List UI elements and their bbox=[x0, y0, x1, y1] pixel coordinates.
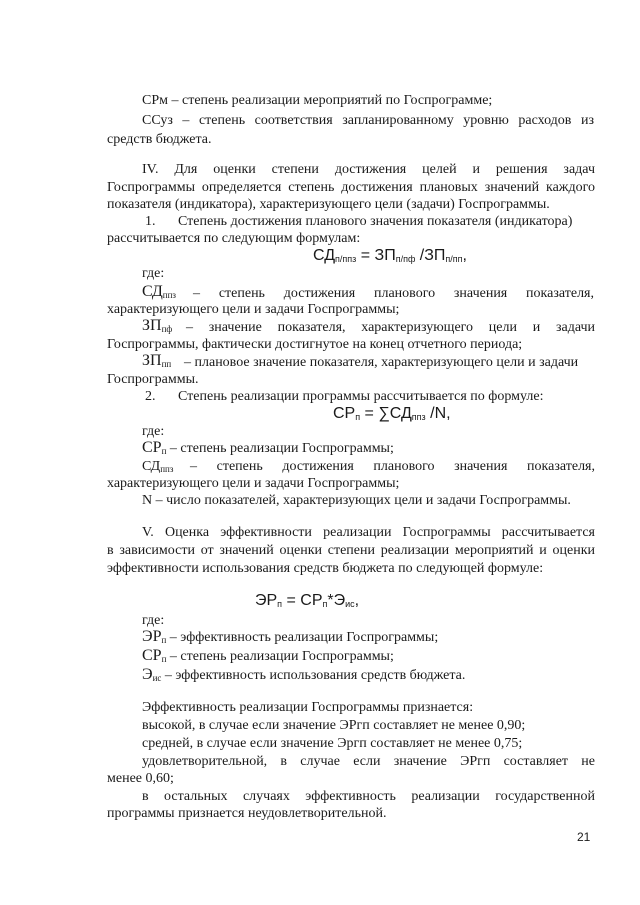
text-line: характеризующего цели и задачи Госпрограммы; bbox=[107, 476, 400, 491]
text-line: эффективности использования средств бюджета по следующей формуле: bbox=[107, 561, 544, 576]
section-heading: IV. Для оценки степени достижения целей и решения задач bbox=[142, 162, 595, 177]
definition-symbol: $ЗП_{пп}$ bbox=[142, 352, 172, 369]
formula-1: $СД_{п/ппз} = ЗП_{п/пф}$ $/ЗП_{п/пп}$, bbox=[313, 247, 467, 264]
definition-line: $СР_п$ – степень реализации Госпрограммы; bbox=[142, 439, 394, 456]
text-line: Госпрограммы. bbox=[107, 372, 199, 387]
text-line: менее 0,60; bbox=[107, 771, 174, 786]
text-line: N – число показателей, характеризующих цели и задачи Госпрограммы. bbox=[142, 493, 571, 508]
text-line: СРм – степень реализации мероприятий по Госпрограмме; bbox=[142, 93, 493, 108]
definition-symbol: $СД_{ппз}$ bbox=[142, 459, 174, 474]
text-line: – степень достижения планового значения показателя, bbox=[190, 459, 595, 474]
text-line: удовлетворительной, в случае если значение ЭРгп составляет не bbox=[142, 754, 595, 769]
text-line: – степень достижения планового значения показателя, bbox=[193, 286, 594, 301]
definition-symbol: $ЗП_{пф}$ bbox=[142, 317, 173, 334]
text-line: Эффективность реализации Госпрограммы признается: bbox=[142, 700, 474, 715]
definition-line: $Э_{ис}$ – эффективность использования средств бюджета. bbox=[142, 666, 466, 683]
text-line: средней, в случае если значение Эргп составляет не менее 0,75; bbox=[142, 736, 523, 751]
text-line: характеризующего цели и задачи Госпрограммы; bbox=[107, 302, 400, 317]
text-line: – значение показателя, характеризующего цели и задачи bbox=[186, 320, 595, 335]
definition-line: $СР_п$ – степень реализации Госпрограммы; bbox=[142, 647, 394, 664]
text-line: Степень реализации программы рассчитывается по формуле: bbox=[178, 389, 544, 404]
text-line: Госпрограммы определяется степень достижения плановых значений каждого bbox=[107, 180, 595, 195]
where-label: где: bbox=[142, 266, 165, 281]
definition-line: $ЭР_п$ – эффективность реализации Госпрограммы; bbox=[142, 628, 439, 645]
page-number: 21 bbox=[577, 830, 591, 844]
text-line: показателя (индикатора), характеризующего цели (задачи) Госпрограммы. bbox=[107, 197, 550, 212]
section-heading: V. Оценка эффективности реализации Госпрограммы рассчитывается bbox=[142, 525, 595, 540]
text-line: рассчитывается по следующим формулам: bbox=[107, 231, 361, 246]
text-line: ССуз – степень соответствия запланированному уровню расходов из bbox=[142, 113, 594, 128]
text-line: высокой, в случае если значение ЭРгп составляет не менее 0,90; bbox=[142, 718, 526, 733]
text-line: – плановое значение показателя, характеризующего цели и задачи bbox=[184, 355, 579, 370]
formula-3: $ЭР_п = СР_п*Э_{ис}$, bbox=[255, 592, 360, 609]
item-number: 2. bbox=[145, 389, 156, 404]
text-line: Степень достижения планового значения показателя (индикатора) bbox=[178, 214, 573, 229]
item-number: 1. bbox=[145, 214, 156, 229]
text-line: средств бюджета. bbox=[107, 132, 212, 147]
text-line: программы признается неудовлетворительной. bbox=[107, 806, 387, 821]
definition-symbol: $СД_{ппз}$ bbox=[142, 283, 176, 300]
text-line: в остальных случаях эффективность реализации государственной bbox=[142, 789, 595, 804]
text-line: в зависимости от значений оценки степени реализации мероприятий и оценки bbox=[107, 543, 595, 558]
formula-2: $СР_п = \sum СД_{ппз}$ /N, bbox=[333, 405, 451, 422]
where-label: где: bbox=[142, 613, 165, 628]
text-line: Госпрограммы, фактически достигнутое на конец отчетного периода; bbox=[107, 337, 523, 352]
where-label: где: bbox=[142, 424, 165, 439]
